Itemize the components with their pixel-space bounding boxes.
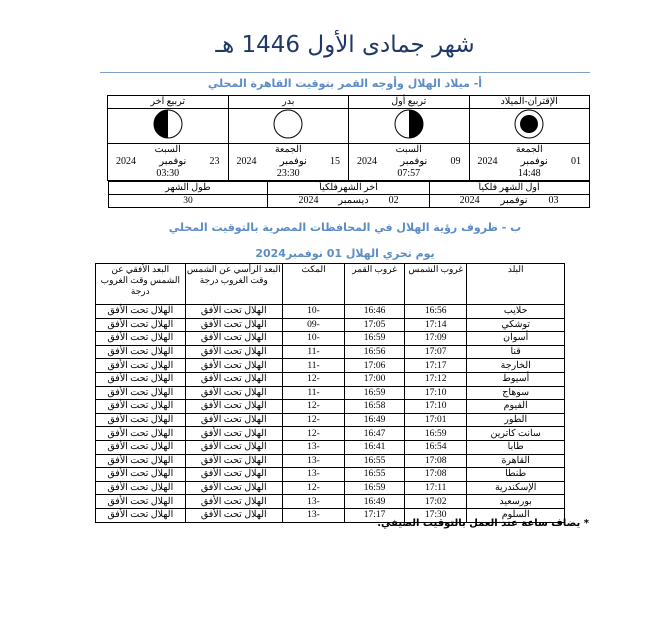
table-row — [96, 481, 565, 495]
table-cell: 11- — [282, 359, 344, 373]
table-cell: الهلال تحت الأفق — [96, 454, 186, 468]
table-row — [96, 386, 565, 400]
month-end-label: أخر الشهرفلكياً — [268, 182, 429, 195]
table-row — [96, 400, 565, 414]
table-cell: 16:55 — [345, 468, 405, 482]
phase-time: 14:48 — [517, 168, 541, 179]
table-cell: قنا — [467, 345, 565, 359]
table-cell: 13- — [282, 440, 344, 454]
table-row — [96, 413, 565, 427]
phase-year: 2024 — [116, 156, 137, 167]
table-cell: 16:54 — [405, 440, 467, 454]
month-end-year: 2024 — [298, 195, 319, 206]
table-row — [96, 454, 565, 468]
table-cell: الهلال تحت الأفق — [96, 386, 186, 400]
month-length-label: طول الشهر — [108, 182, 268, 195]
first-quarter-icon — [394, 109, 424, 139]
table-cell: 16:49 — [345, 413, 405, 427]
column-header: البلد — [467, 264, 565, 305]
table-cell: 17:06 — [345, 359, 405, 373]
table-cell: حلايب — [467, 305, 565, 319]
table-cell: 17:17 — [405, 359, 467, 373]
table-row — [96, 332, 565, 346]
table-cell: 10- — [282, 332, 344, 346]
observation-day: يوم تحري الهلال 01 نوفمبر2024 — [255, 247, 435, 260]
table-cell: طابا — [467, 440, 565, 454]
table-cell: الهلال تحت الأفق — [185, 508, 282, 522]
table-cell: 16:59 — [345, 481, 405, 495]
table-cell: 16:58 — [345, 400, 405, 414]
table-cell: الهلال تحت الأفق — [185, 468, 282, 482]
section-a-heading: أ- ميلاد الهلال وأوجه القمر بتوقيت القاهرة المحلي — [207, 77, 483, 90]
table-cell: 11- — [282, 386, 344, 400]
phase-weekday: السبت — [395, 145, 422, 155]
table-cell: 12- — [282, 427, 344, 441]
table-cell: 17:10 — [405, 400, 467, 414]
month-info-table — [108, 181, 590, 208]
table-cell: الهلال تحت الأفق — [185, 481, 282, 495]
table-cell: 17:14 — [405, 318, 467, 332]
table-cell: 09- — [282, 318, 344, 332]
new-moon-icon — [514, 109, 544, 139]
table-cell: الهلال تحت الأفق — [96, 305, 186, 319]
month-start-day: 03 — [548, 195, 559, 206]
table-cell: 16:59 — [345, 386, 405, 400]
phase-day: 15 — [330, 156, 340, 167]
phase-name: تربيع أول — [349, 96, 470, 109]
month-start-label: أول الشهر فلكياً — [429, 182, 589, 195]
phase-month: نوفمبر — [520, 156, 548, 167]
table-cell: الهلال تحت الأفق — [185, 359, 282, 373]
table-cell: الهلال تحت الأفق — [96, 440, 186, 454]
table-cell: 10- — [282, 305, 344, 319]
column-header: غروب القمر — [345, 264, 405, 305]
table-cell: 17:05 — [345, 318, 405, 332]
table-cell: سانت كاترين — [467, 427, 565, 441]
phase-name: الإقتران-الميلاد — [469, 96, 590, 109]
title-divider — [100, 72, 590, 73]
table-cell: الهلال تحت الأفق — [96, 495, 186, 509]
phase-name: بدر — [228, 96, 349, 109]
table-cell: 17:07 — [405, 345, 467, 359]
table-row — [96, 468, 565, 482]
column-header: غروب الشمس — [405, 264, 467, 305]
column-header: البعد الأفقي عن الشمس وقت الغروب درجة — [96, 264, 186, 305]
table-cell: أسيوط — [467, 372, 565, 386]
phase-weekday: الجمعة — [274, 145, 302, 155]
table-cell: سوهاج — [467, 386, 565, 400]
table-cell: الهلال تحت الأفق — [185, 400, 282, 414]
table-cell: 12- — [282, 413, 344, 427]
table-cell: القاهرة — [467, 454, 565, 468]
table-cell: 17:17 — [345, 508, 405, 522]
phase-time: 03:30 — [156, 168, 180, 179]
table-cell: 17:02 — [405, 495, 467, 509]
table-cell: 17:08 — [405, 454, 467, 468]
table-cell: الهلال تحت الأفق — [96, 468, 186, 482]
phase-weekday: السبت — [154, 145, 181, 155]
table-cell: أسوان — [467, 332, 565, 346]
table-cell: 13- — [282, 468, 344, 482]
table-cell: الهلال تحت الأفق — [96, 345, 186, 359]
table-cell: 16:47 — [345, 427, 405, 441]
table-cell: الطور — [467, 413, 565, 427]
moon-phases-table — [107, 95, 590, 208]
footnote: * يضاف ساعة عند العمل بالتوقيت الصيفي. — [377, 518, 589, 529]
month-start-month: نوفمبر — [500, 195, 528, 206]
table-cell: 16:56 — [405, 305, 467, 319]
phase-time: 23:30 — [276, 168, 300, 179]
table-cell: الهلال تحت الأفق — [96, 372, 186, 386]
table-cell: الهلال تحت الأفق — [96, 318, 186, 332]
table-cell: بورسعيد — [467, 495, 565, 509]
table-cell: الهلال تحت الأفق — [96, 413, 186, 427]
table-cell: الهلال تحت الأفق — [96, 332, 186, 346]
full-moon-icon — [273, 109, 303, 139]
table-cell: 17:09 — [405, 332, 467, 346]
table-row — [96, 345, 565, 359]
table-cell: الهلال تحت الأفق — [96, 481, 186, 495]
table-cell: الهلال تحت الأفق — [185, 427, 282, 441]
table-cell: 17:11 — [405, 481, 467, 495]
table-cell: الفيوم — [467, 400, 565, 414]
phase-time: 07:57 — [397, 168, 421, 179]
column-header: المكث — [282, 264, 344, 305]
table-cell: 13- — [282, 495, 344, 509]
table-cell: الهلال تحت الأفق — [185, 454, 282, 468]
phase-month: نوفمبر — [279, 156, 307, 167]
table-cell: 13- — [282, 454, 344, 468]
table-cell: توشكي — [467, 318, 565, 332]
table-cell: الخارجة — [467, 359, 565, 373]
table-row — [96, 305, 565, 319]
phase-weekday: الجمعة — [515, 145, 543, 155]
month-length-value: 30 — [108, 195, 268, 208]
table-cell: 16:55 — [345, 454, 405, 468]
table-cell: طنطا — [467, 468, 565, 482]
section-b-heading: ب - ظروف رؤية الهلال في المحافظات المصرية بالتوقيت المحلي — [168, 221, 522, 234]
phase-day: 01 — [571, 156, 581, 167]
column-header: البعد الرأسي عن الشمس وقت الغروب درجة — [185, 264, 282, 305]
table-row — [96, 495, 565, 509]
phase-month: نوفمبر — [159, 156, 187, 167]
table-cell: الهلال تحت الأفق — [185, 332, 282, 346]
phase-year: 2024 — [477, 156, 498, 167]
month-start-year: 2024 — [459, 195, 480, 206]
table-cell: 11- — [282, 345, 344, 359]
month-end-day: 02 — [388, 195, 399, 206]
table-cell: 17:30 — [405, 508, 467, 522]
table-cell: 12- — [282, 372, 344, 386]
table-row — [96, 440, 565, 454]
table-cell: الهلال تحت الأفق — [185, 413, 282, 427]
table-cell: الهلال تحت الأفق — [185, 386, 282, 400]
table-cell: الهلال تحت الأفق — [185, 345, 282, 359]
last-quarter-icon — [153, 109, 183, 139]
table-cell: الهلال تحت الأفق — [185, 495, 282, 509]
table-cell: 16:56 — [345, 345, 405, 359]
table-cell: 16:49 — [345, 495, 405, 509]
table-cell: السلوم — [467, 508, 565, 522]
table-cell: 16:46 — [345, 305, 405, 319]
table-row — [96, 359, 565, 373]
table-cell: 17:01 — [405, 413, 467, 427]
table-cell: 17:12 — [405, 372, 467, 386]
table-cell: الهلال تحت الأفق — [96, 427, 186, 441]
visibility-table — [95, 263, 565, 523]
table-cell: الإسكندرية — [467, 481, 565, 495]
phase-year: 2024 — [236, 156, 257, 167]
table-cell: الهلال تحت الأفق — [185, 440, 282, 454]
phase-month: نوفمبر — [400, 156, 428, 167]
table-row — [96, 318, 565, 332]
table-cell: 16:41 — [345, 440, 405, 454]
table-cell: الهلال تحت الأفق — [96, 508, 186, 522]
page-title: شهر جمادى الأول 1446 هـ — [215, 32, 475, 58]
table-row — [96, 372, 565, 386]
table-row — [96, 427, 565, 441]
table-cell: الهلال تحت الأفق — [185, 318, 282, 332]
table-cell: الهلال تحت الأفق — [96, 400, 186, 414]
table-cell: الهلال تحت الأفق — [96, 359, 186, 373]
table-cell: 13- — [282, 508, 344, 522]
phase-year: 2024 — [357, 156, 378, 167]
phase-name: تربيع آخر — [108, 96, 229, 109]
table-cell: 16:59 — [405, 427, 467, 441]
table-cell: 17:08 — [405, 468, 467, 482]
month-end-month: ديسمبر — [338, 195, 369, 206]
table-cell: 16:59 — [345, 332, 405, 346]
phase-day: 23 — [209, 156, 220, 167]
table-cell: الهلال تحت الأفق — [185, 305, 282, 319]
table-cell: 12- — [282, 481, 344, 495]
table-cell: 17:00 — [345, 372, 405, 386]
table-cell: الهلال تحت الأفق — [185, 372, 282, 386]
table-cell: 17:10 — [405, 386, 467, 400]
phase-day: 09 — [450, 156, 461, 167]
table-cell: 12- — [282, 400, 344, 414]
